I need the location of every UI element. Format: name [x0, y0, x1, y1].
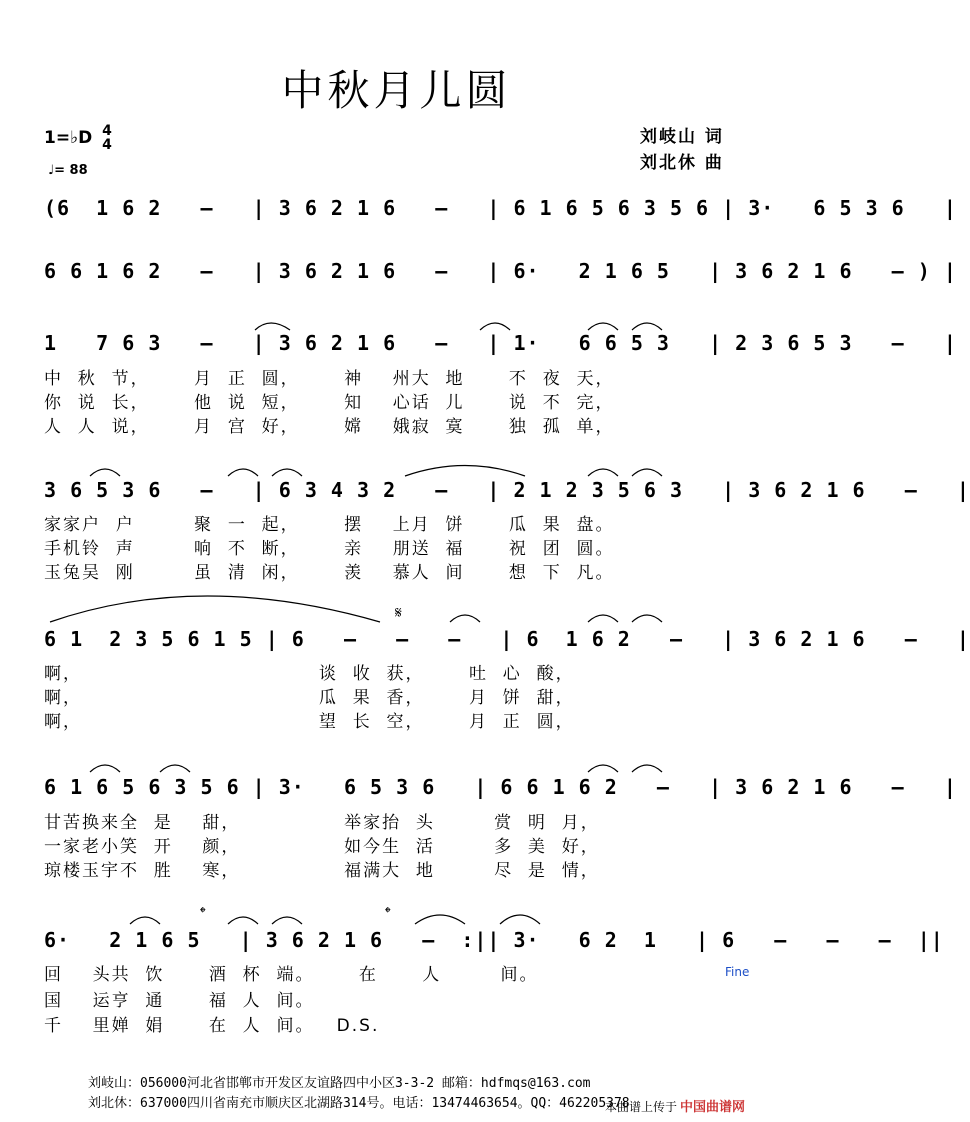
lyric-row-5-verse-3: 啊， 望 长 空， 月 正 圆，: [44, 712, 575, 732]
slur-arc: [632, 323, 662, 330]
notation-row-7: 6· 2 1 6 5 | 3 6 2 1 6 – :|| 3· 6 2 1 | 6 – – – ||: [44, 928, 944, 952]
slur-arc: [632, 765, 662, 772]
tempo-marking: ♩= 88: [48, 163, 88, 178]
composer-credit: 刘北休 曲: [640, 153, 724, 173]
slur-arc: [90, 469, 120, 476]
lyricist-credit: 刘岐山 词: [640, 127, 724, 147]
lyric-row-3-verse-2: 你 说 长， 他 说 短， 知 心话 儿 说 不 完，: [44, 393, 615, 413]
slur-arc: [272, 917, 302, 924]
lyric-row-6-verse-2: 一家老小笑 开 颜， 如今生 活 多 美 好，: [44, 837, 600, 857]
slur-arc: [228, 917, 258, 924]
lyric-row-3-verse-1: 中 秋 节， 月 正 圆， 神 州大 地 不 夜 天，: [44, 369, 615, 389]
key-text: 1=♭D: [44, 128, 93, 148]
lyric-row-3-verse-3: 人 人 说， 月 宫 好， 嫦 娥寂 寞 独 孤 单，: [44, 417, 615, 437]
slur-arc: [632, 615, 662, 622]
slur-arc: [500, 915, 540, 924]
segno-sign: 𝄋: [395, 603, 402, 622]
slur-arc: [480, 323, 510, 330]
slur-arc: [50, 596, 380, 622]
notation-row-3: 1 7 6 3 – | 3 6 2 1 6 – | 1· 6 6 5 3 | 2 3 6 5 3 – |: [44, 331, 957, 355]
lyric-row-4-verse-1: 家家户 户 聚 一 起， 摆 上月 饼 瓜 果 盘。: [44, 515, 615, 535]
slur-arc: [405, 466, 525, 477]
slur-arc: [255, 323, 290, 330]
slur-arc: [632, 469, 662, 476]
notation-row-6: 6 1 6 5 6 3 5 6 | 3· 6 5 3 6 | 6 6 1 6 2 – | 3 6 2 1 6 – |: [44, 775, 957, 799]
slur-arc: [160, 765, 190, 772]
fine-marking: Fine: [725, 965, 750, 979]
notation-row-4: 3 6 5 3 6 – | 6 3 4 3 2 – | 2 1 2 3 5 6 3 | 3 6 2 1 6 – |: [44, 478, 970, 502]
slur-arc: [588, 469, 618, 476]
slur-arc: [588, 323, 618, 330]
lyric-row-5-verse-2: 啊， 瓜 果 香， 月 饼 甜，: [44, 688, 575, 708]
lyric-row-4-verse-3: 玉兔吴 刚 虽 清 闲， 羡 慕人 间 想 下 凡。: [44, 563, 615, 583]
lyric-row-7-verse-1: 回 头共 饮 酒 杯 端。 在 人 间。: [44, 965, 539, 985]
time-bottom: 4: [102, 137, 112, 153]
slur-arc: [130, 917, 160, 924]
lyric-row-7-verse-3: 千 里婵 娟 在 人 间。 D.S.: [44, 1016, 380, 1036]
slur-arc: [415, 915, 465, 924]
footer-composer-contact: 刘北休：637000四川省南充市顺庆区北湖路314号。电话：13474463654。QQ：462205378: [88, 1096, 630, 1111]
lyric-row-6-verse-3: 琼楼玉宇不 胜 寒， 福满大 地 尽 是 情，: [44, 861, 600, 881]
uploader-note: 本曲谱上传于: [605, 1100, 678, 1114]
slur-arc: [228, 469, 258, 476]
lyric-row-5-verse-1: 啊， 谈 收 获， 吐 心 酸，: [44, 664, 575, 684]
coda-sign-2: 𝄌: [385, 903, 391, 922]
slur-arc: [90, 765, 120, 772]
notation-row-5: 6 1 2 3 5 6 1 5 | 6 – – – | 6 1 6 2 – | 3 6 2 1 6 – |: [44, 627, 970, 651]
slur-arc: [450, 615, 480, 622]
footer-lyricist-contact: 刘岐山：056000河北省邯郸市开发区友谊路四中小区3-3-2 邮箱：hdfmqs@163.com: [88, 1076, 591, 1091]
coda-sign-1: 𝄌: [200, 903, 206, 922]
notation-row-1: (6 1 6 2 – | 3 6 2 1 6 – | 6 1 6 5 6 3 5 6 | 3· 6 5 3 6 |: [44, 196, 957, 220]
lyric-row-4-verse-2: 手机铃 声 响 不 断， 亲 朋送 福 祝 团 圆。: [44, 539, 615, 559]
slur-arc: [272, 469, 302, 476]
lyric-row-7-verse-2: 国 运亨 通 福 人 间。: [44, 991, 315, 1011]
time-top: 4: [102, 123, 112, 139]
song-title: 中秋月儿圆: [281, 66, 512, 115]
notation-row-2: 6 6 1 6 2 – | 3 6 2 1 6 – | 6· 2 1 6 5 | 3 6 2 1 6 – ) |: [44, 259, 957, 283]
site-logo: 中国曲谱网: [680, 1100, 746, 1115]
lyric-row-6-verse-1: 甘苦换来全 是 甜， 举家抬 头 赏 明 月，: [44, 813, 600, 833]
slur-arc: [588, 765, 618, 772]
slur-arc: [588, 615, 618, 622]
